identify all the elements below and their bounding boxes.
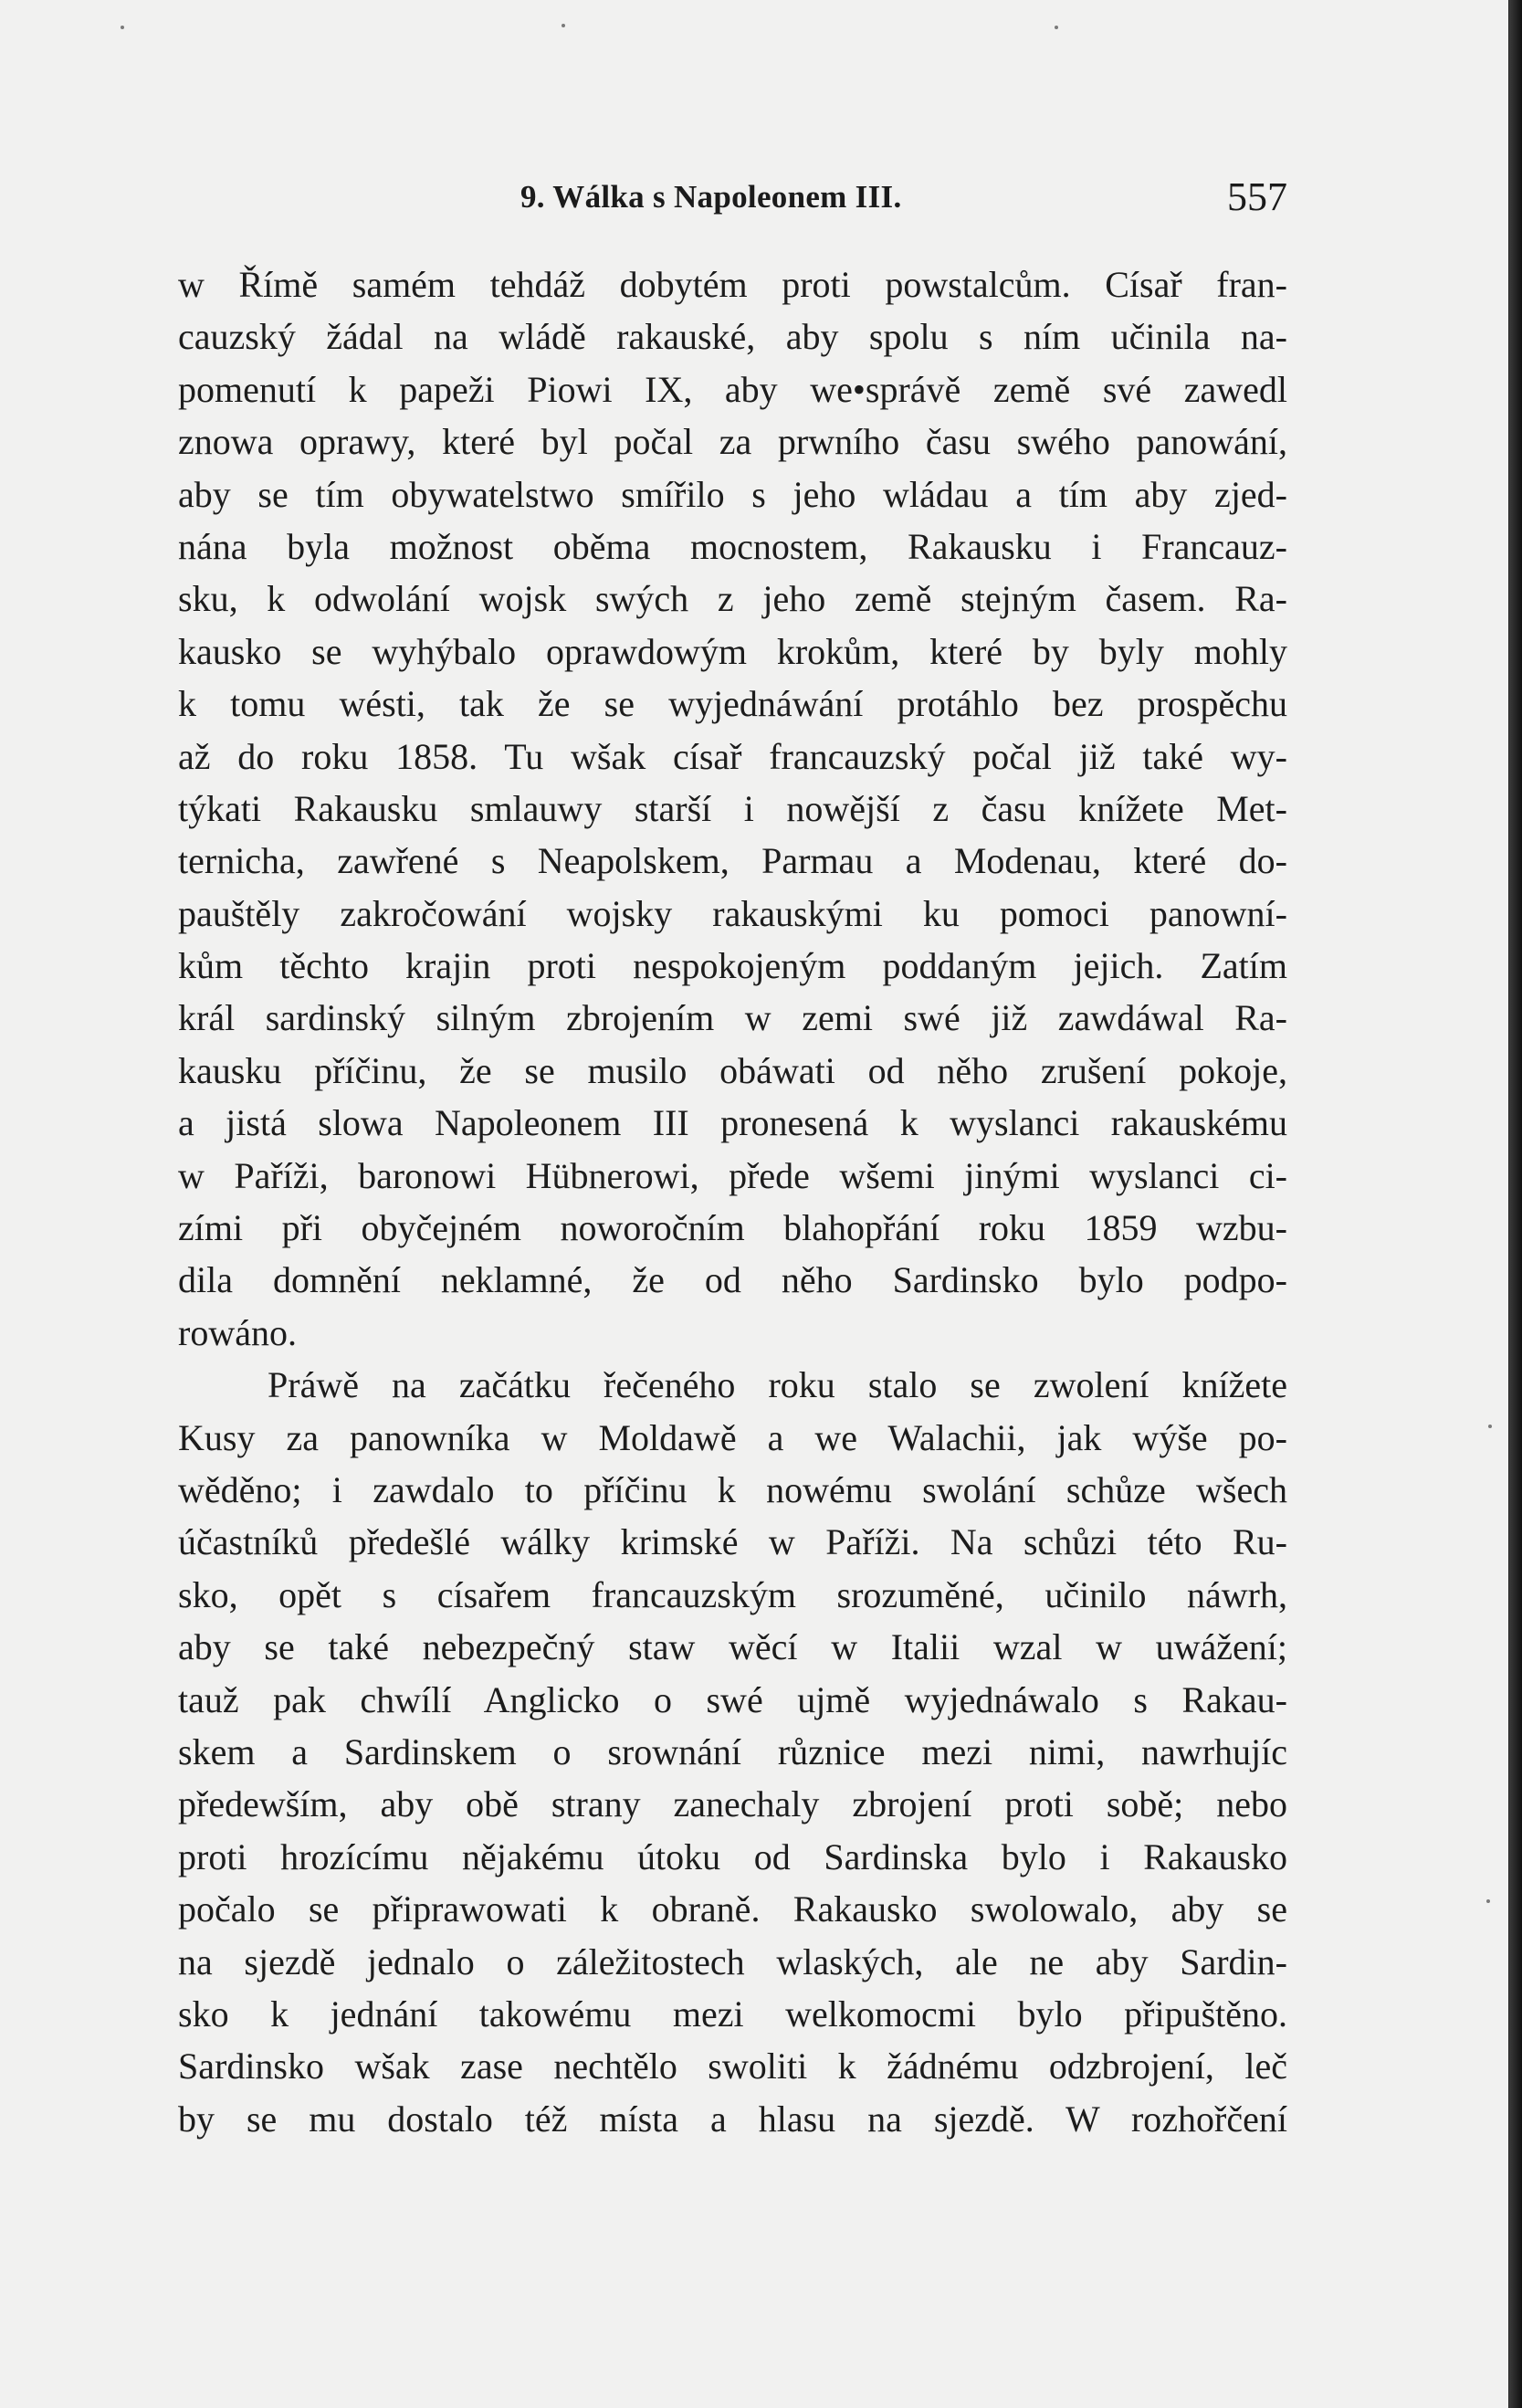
- scan-speck: [562, 24, 565, 27]
- text-line: tauž pak chwílí Anglicko o swé ujmě wyjednáwalo s Rakau-: [178, 1678, 1287, 1720]
- text-line: Sardinsko wšak zase nechtělo swoliti k žádnému odzbrojení, leč: [178, 2045, 1287, 2087]
- text-line: kausku příčinu, že se musilo obáwati od něho zrušení pokoje,: [178, 1049, 1287, 1091]
- text-line: dila domnění neklamné, že od něho Sardinsko bylo podpo-: [178, 1259, 1287, 1301]
- text-line: rowáno.: [178, 1311, 297, 1353]
- text-line: účastníků předešlé wálky krimské w Paříži. Na schůzi této Ru-: [178, 1521, 1287, 1563]
- scan-speck: [1486, 1899, 1490, 1903]
- text-line: aby se také nebezpečný staw wěcí w Italii wzal w uwážení;: [178, 1626, 1287, 1668]
- text-line: počalo se připrawowati k obraně. Rakausko swolowalo, aby se: [178, 1888, 1287, 1930]
- text-line: kausko se wyhýbalo oprawdowým krokům, které by byly mohly: [178, 630, 1287, 672]
- scan-speck: [121, 26, 124, 29]
- text-line: aby se tím obywatelstwo smířilo s jeho wládau a tím aby zjed-: [178, 473, 1287, 515]
- page-edge-shadow: [1509, 0, 1522, 2408]
- text-line: sko, opět s císařem francauzským srozuměné, učinilo náwrh,: [178, 1573, 1287, 1615]
- text-line: zími při obyčejném noworočním blahopřání roku 1859 wzbu-: [178, 1207, 1287, 1249]
- text-line: sku, k odwolání wojsk swých z jeho země stejným časem. Ra-: [178, 578, 1287, 620]
- text-line: král sardinský silným zbrojením w zemi swé již zawdáwal Ra-: [178, 997, 1287, 1039]
- page-number: 557: [1227, 174, 1287, 219]
- text-line: znowa oprawy, které byl počal za prwního času swého panowání,: [178, 421, 1287, 463]
- text-line: w Římě samém tehdáž dobytém proti powstalcům. Císař fran-: [178, 264, 1287, 305]
- text-line: pomenutí k papeži Piowi IX, aby we•správě země své zawedl: [178, 368, 1287, 410]
- paragraph: [178, 258, 1287, 1359]
- text-line: kům těchto krajin proti nespokojeným poddaným jejich. Zatím: [178, 945, 1287, 987]
- text-line: wěděno; i zawdalo to příčinu k nowému swolání schůze wšech: [178, 1468, 1287, 1510]
- text-line: by se mu dostalo též místa a hlasu na sjezdě. W rozhořčení: [178, 2098, 1287, 2140]
- text-line: a jistá slowa Napoleonem III pronesená k wyslanci rakauskému: [178, 1102, 1287, 1144]
- scan-speck: [1488, 1425, 1492, 1428]
- text-line: sko k jednání takowému mezi welkomocmi bylo připuštěno.: [178, 1993, 1287, 2035]
- text-line: týkati Rakausku smlauwy starší i nowější z času knížete Met-: [178, 787, 1287, 829]
- running-title: 9. Wálka s Napoleonem III.: [520, 179, 902, 215]
- text-line: w Paříži, baronowi Hübnerowi, přede wšemi jinými wyslanci ci-: [178, 1154, 1287, 1196]
- text-line: cauzský žádal na wládě rakauské, aby spolu s ním učinila na-: [178, 316, 1287, 358]
- text-line: ternicha, zawřené s Neapolskem, Parmau a Modenau, které do-: [178, 840, 1287, 882]
- text-line: předewším, aby obě strany zanechaly zbrojení proti sobě; nebo: [178, 1783, 1287, 1825]
- running-head: [178, 174, 1287, 228]
- text-line: Práwě na začátku řečeného roku stalo se zwolení knížete: [268, 1364, 1287, 1406]
- text-line: k tomu wésti, tak že se wyjednáwání protáhlo bez prospěchu: [178, 683, 1287, 725]
- text-line: na sjezdě jednalo o záležitostech wlaských, ale ne aby Sardin-: [178, 1940, 1287, 1982]
- scan-speck: [1055, 26, 1058, 29]
- text-line: Kusy za panowníka w Moldawě a we Walachii, jak wýše po-: [178, 1416, 1287, 1458]
- text-line: proti hrozícímu nějakému útoku od Sardinska bylo i Rakausko: [178, 1835, 1287, 1877]
- text-line: až do roku 1858. Tu wšak císař francauzský počal již také wy-: [178, 735, 1287, 777]
- body-text: [178, 258, 1287, 2145]
- paragraph: [178, 1359, 1287, 2145]
- text-line: nána byla možnost oběma mocnostem, Rakausku i Francauz-: [178, 525, 1287, 567]
- text-line: skem a Sardinskem o srownání různice mezi nimi, nawrhujíc: [178, 1730, 1287, 1772]
- text-line: pauštěly zakročowání wojsky rakauskými ku pomoci panowní-: [178, 892, 1287, 934]
